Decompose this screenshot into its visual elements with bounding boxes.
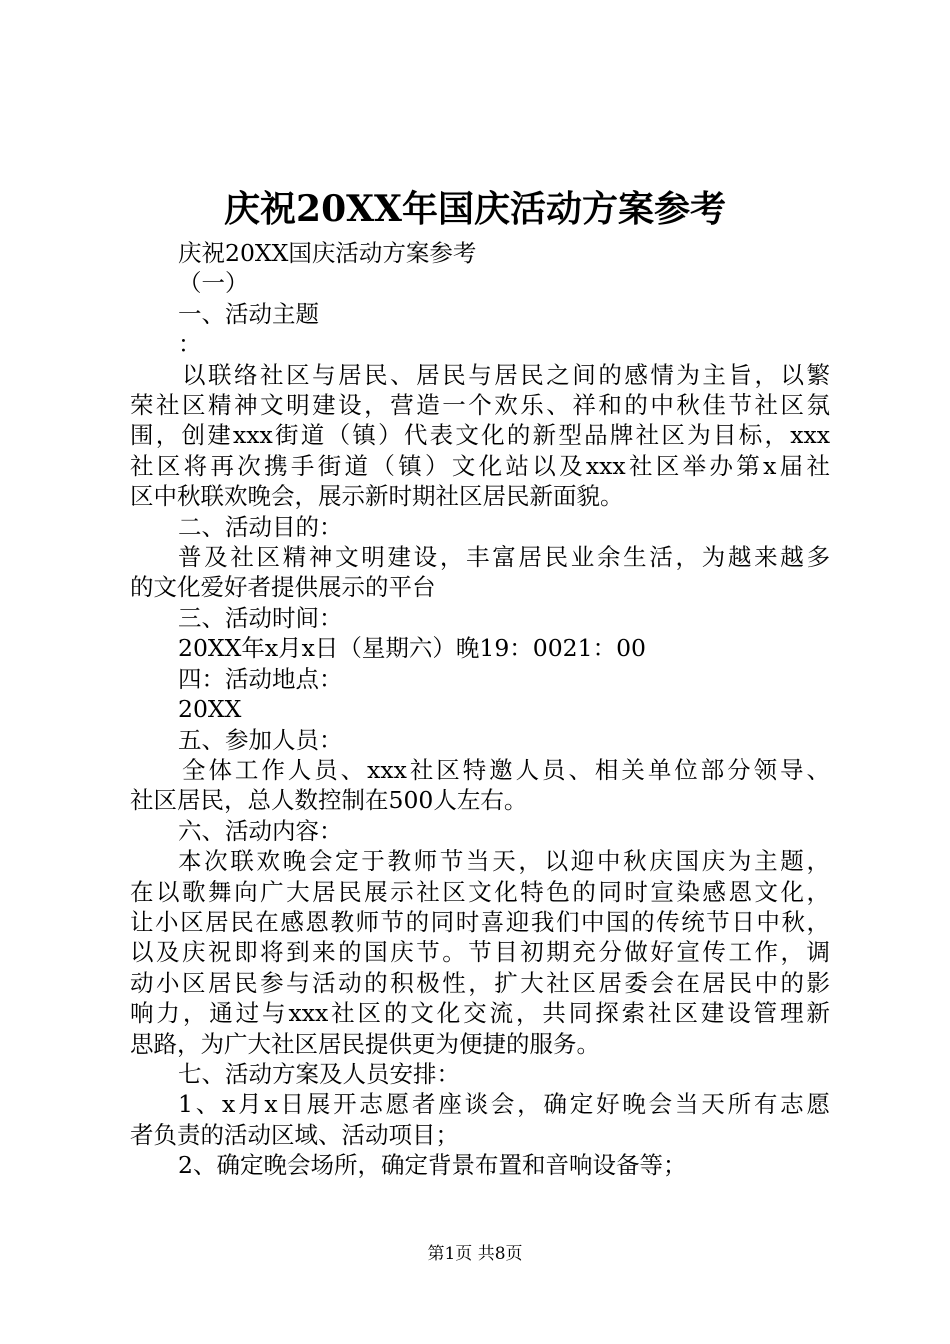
paragraph-line: 围，创建xxx街道（镇）代表文化的新型品牌社区为目标，xxx (130, 421, 830, 450)
paragraph-line: 区中秋联欢晚会，展示新时期社区居民新面貌。 (130, 482, 624, 511)
heading-participants: 五、参加人员： (178, 725, 343, 754)
paragraph-line: 思路，为广大社区居民提供更为便捷的服务。 (130, 1029, 600, 1058)
paragraph-line: 在以歌舞向广大居民展示社区文化特色的同时宣染感恩文化， (130, 877, 830, 906)
paragraph-line: 让小区居民在感恩教师节的同时喜迎我们中国的传统节日中秋， (130, 907, 830, 936)
heading-time: 三、活动时间： (178, 603, 343, 632)
paragraph-line: 社区居民，总人数控制在500人左右。 (130, 786, 528, 815)
paragraph-line: 全体工作人员、xxx社区特邀人员、相关单位部分领导、 (182, 755, 830, 784)
paragraph-line: 的文化爱好者提供展示的平台 (130, 573, 436, 602)
heading-theme: 一、活动主题 (178, 299, 319, 328)
heading-location: 四：活动地点： (178, 664, 343, 693)
paragraph-line: 2、确定晚会场所，确定背景布置和音响设备等； (178, 1151, 687, 1180)
heading-purpose: 二、活动目的： (178, 512, 343, 541)
heading-content: 六、活动内容： (178, 816, 343, 845)
paragraph-line: 社区将再次携手街道（镇）文化站以及xxx社区举办第x届社 (130, 451, 830, 480)
document-title: 庆祝20XX年国庆活动方案参考 (224, 188, 726, 230)
time-value: 20XX年x月x日（星期六）晚19：0021：00 (178, 634, 646, 663)
paragraph-line: 响力，通过与xxx社区的文化交流，共同探索社区建设管理新 (130, 999, 830, 1028)
colon-line: ： (178, 330, 202, 359)
location-value: 20XX (178, 695, 242, 724)
paragraph-line: 以及庆祝即将到来的国庆节。节目初期充分做好宣传工作，调 (130, 938, 830, 967)
section-number: （一） (178, 269, 249, 298)
paragraph-line: 荣社区精神文明建设，营造一个欢乐、祥和的中秋佳节社区氛 (130, 391, 830, 420)
paragraph-line: 者负责的活动区域、活动项目； (130, 1120, 459, 1149)
paragraph-line: 本次联欢晚会定于教师节当天，以迎中秋庆国庆为主题， (178, 847, 830, 876)
heading-arrangement: 七、活动方案及人员安排： (178, 1059, 460, 1088)
paragraph-line: 1、x月x日展开志愿者座谈会，确定好晚会当天所有志愿 (178, 1090, 830, 1119)
paragraph-line: 以联络社区与居民、居民与居民之间的感情为主旨，以繁 (182, 360, 830, 389)
page-footer: 第1页 共8页 (427, 1244, 523, 1264)
paragraph-line: 动小区居民参与活动的积极性，扩大社区居委会在居民中的影 (130, 968, 830, 997)
document-body (130, 238, 830, 1181)
paragraph-line: 普及社区精神文明建设，丰富居民业余生活，为越来越多 (178, 543, 830, 572)
subtitle-line: 庆祝20XX国庆活动方案参考 (178, 239, 477, 267)
